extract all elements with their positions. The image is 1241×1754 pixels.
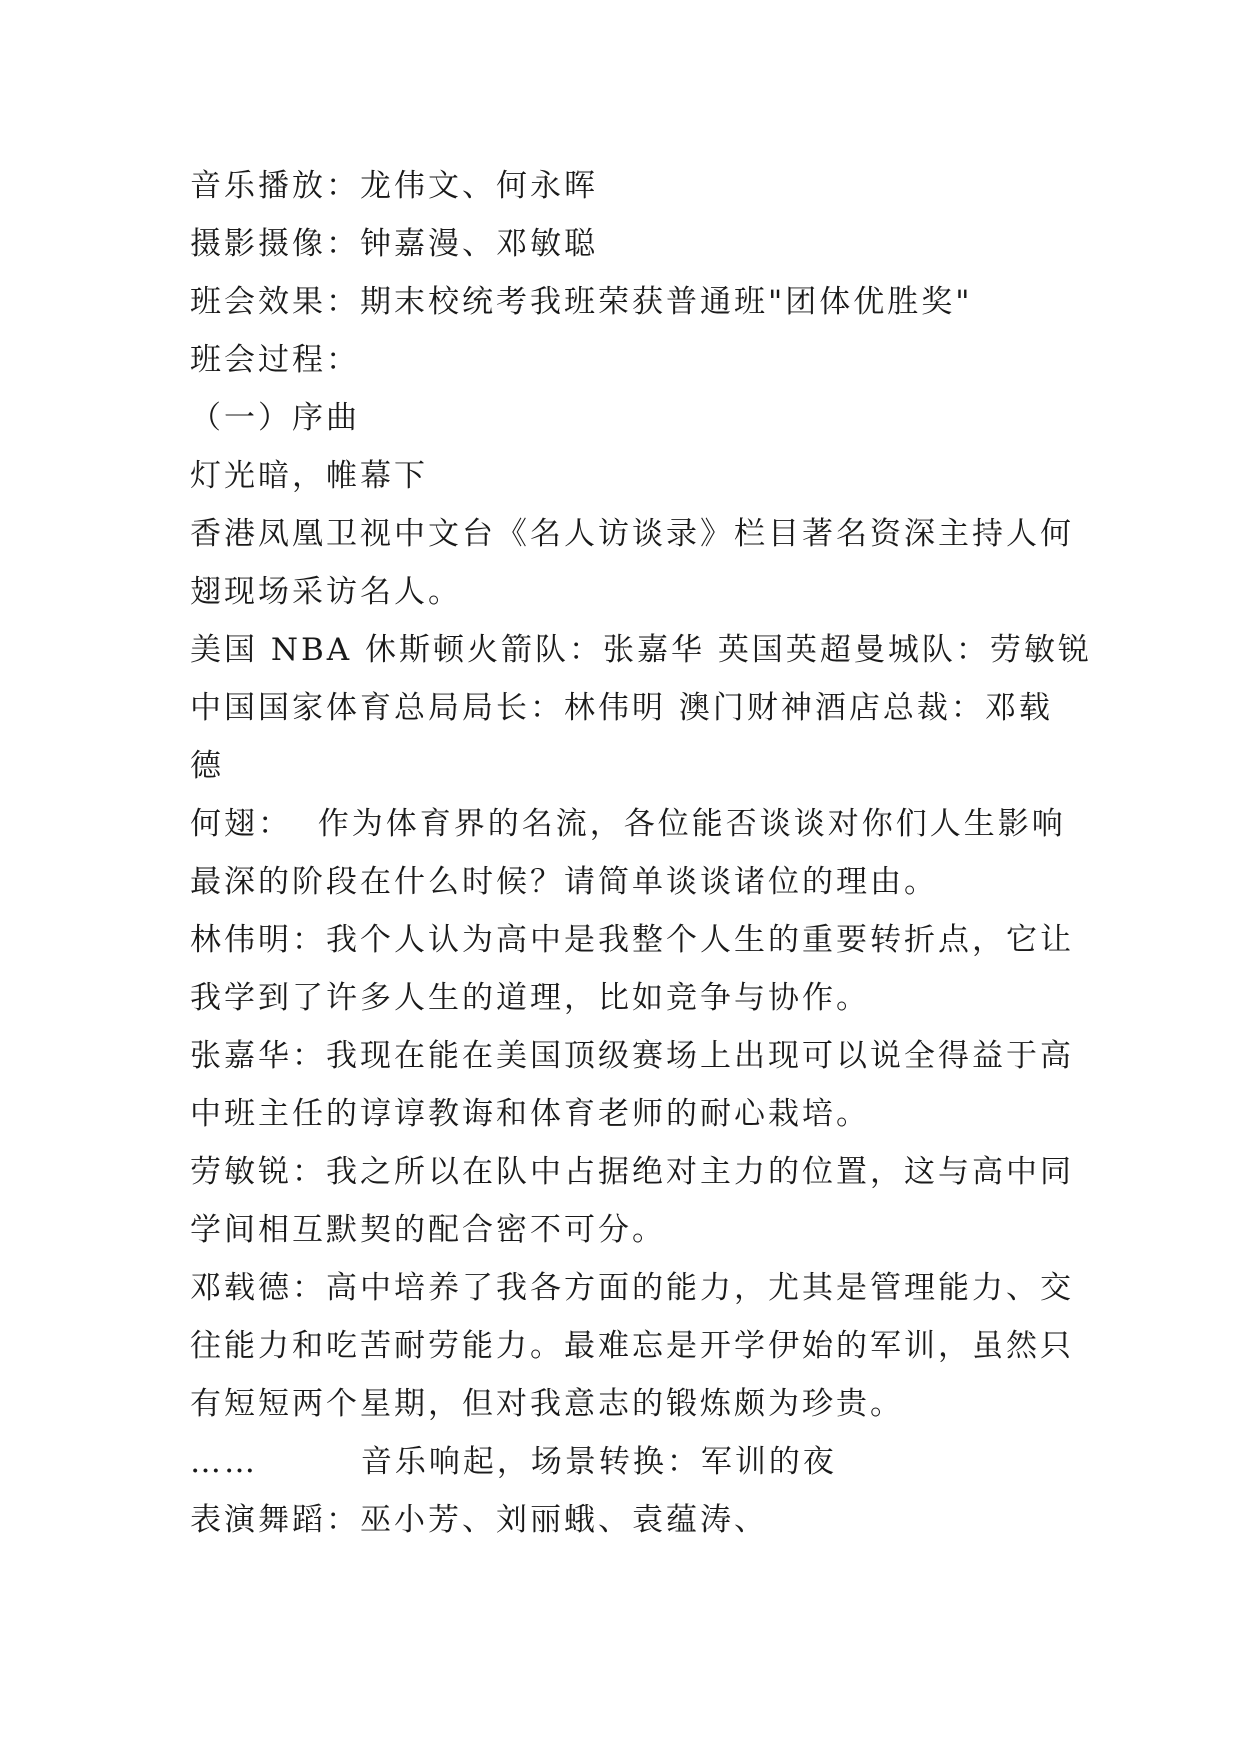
line-meeting-result: 班会效果：期末校统考我班荣获普通班"团体优胜奖": [190, 284, 973, 320]
line-lao-answer-1: 劳敏锐：我之所以在队中占据绝对主力的位置，这与高中同: [190, 1154, 1074, 1190]
line-photography: 摄影摄像：钟嘉漫、邓敏聪: [190, 226, 598, 262]
line-dance-performers: 表演舞蹈：巫小芳、刘丽蛾、袁蕴涛、: [190, 1502, 768, 1538]
line-stage-direction: 灯光暗，帷幕下: [190, 458, 428, 494]
line-zhang-answer-2: 中班主任的谆谆教诲和体育老师的耐心栽培。: [190, 1096, 870, 1132]
line-lao-answer-2: 学间相互默契的配合密不可分。: [190, 1212, 666, 1248]
line-music-playback: 音乐播放：龙伟文、何永晖: [190, 168, 598, 204]
line-host-question-1: 何翅： 作为体育界的名流，各位能否谈谈对你们人生影响: [190, 806, 1066, 842]
line-host-intro-1: 香港凤凰卫视中文台《名人访谈录》栏目著名资深主持人何: [190, 516, 1074, 552]
line-host-question-2: 最深的阶段在什么时候？请简单谈谈诸位的理由。: [190, 864, 938, 900]
line-host-intro-2: 翅现场采访名人。: [190, 574, 462, 610]
line-lin-answer-1: 林伟明：我个人认为高中是我整个人生的重要转折点，它让: [190, 922, 1074, 958]
line-deng-answer-1: 邓载德：高中培养了我各方面的能力，尤其是管理能力、交: [190, 1270, 1074, 1306]
line-deng-answer-3: 有短短两个星期，但对我意志的锻炼颇为珍贵。: [190, 1386, 904, 1422]
line-deng-answer-2: 往能力和吃苦耐劳能力。最难忘是开学伊始的军训，虽然只: [190, 1328, 1074, 1364]
line-guests-1: 美国 NBA 休斯顿火箭队：张嘉华 英国英超曼城队：劳敏锐: [190, 632, 1092, 668]
line-guests-3: 德: [190, 748, 224, 784]
line-section-prelude: （一）序曲: [190, 400, 360, 436]
line-scene-change: …… 音乐响起，场景转换：军训的夜: [190, 1444, 837, 1480]
line-meeting-process-heading: 班会过程：: [190, 342, 360, 378]
line-lin-answer-2: 我学到了许多人生的道理，比如竞争与协作。: [190, 980, 870, 1016]
line-guests-2: 中国国家体育总局局长：林伟明 澳门财神酒店总裁：邓载: [190, 690, 1053, 726]
document-body: [190, 157, 1092, 1549]
line-zhang-answer-1: 张嘉华：我现在能在美国顶级赛场上出现可以说全得益于高: [190, 1038, 1074, 1074]
